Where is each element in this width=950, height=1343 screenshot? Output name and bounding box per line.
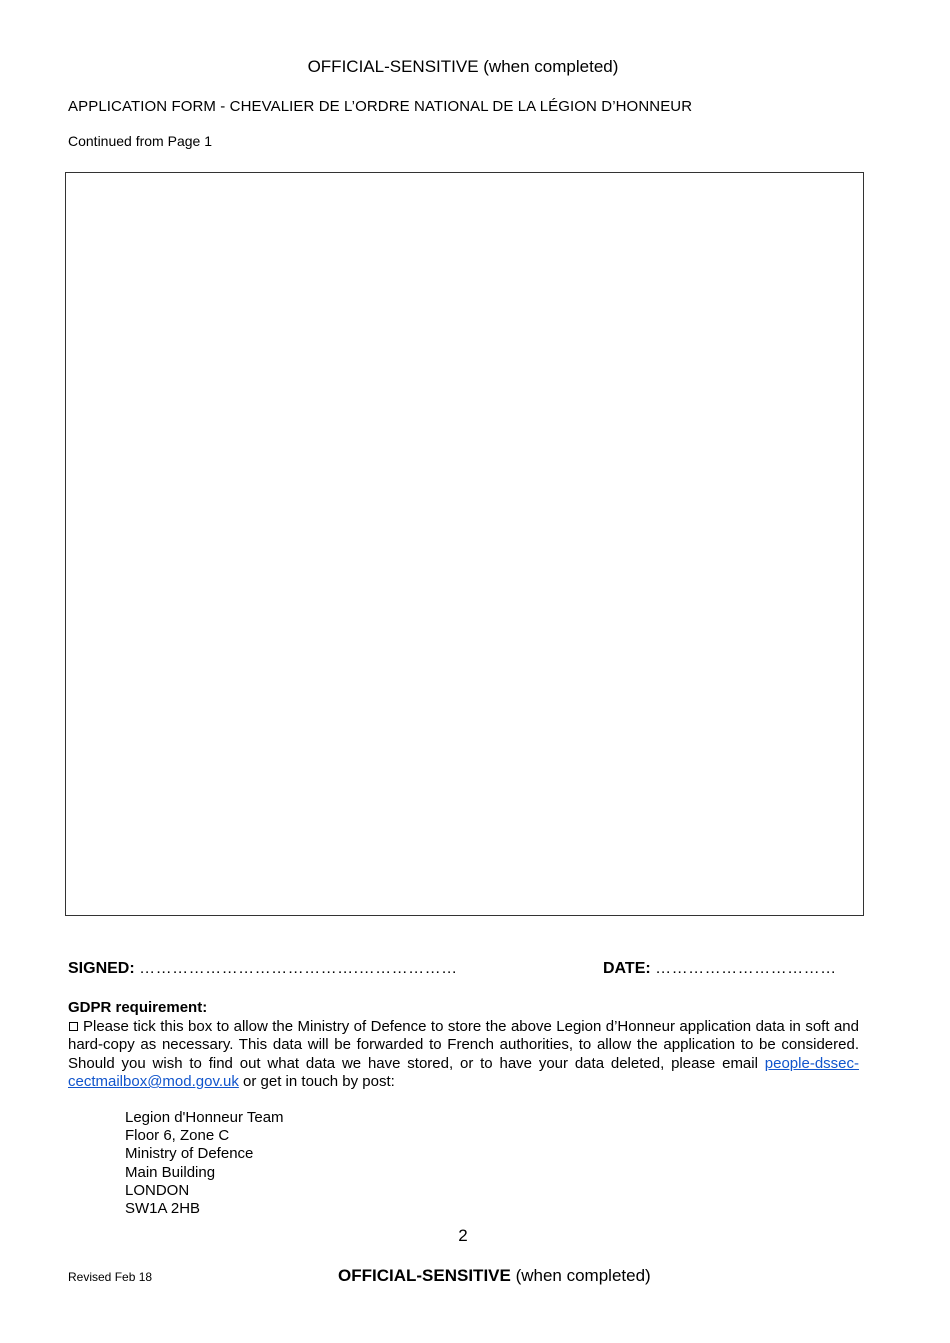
signed-line: ………………………………….……………… bbox=[139, 960, 458, 977]
signed-label: SIGNED: bbox=[68, 960, 135, 977]
postal-address bbox=[125, 1109, 284, 1218]
address-line: LONDON bbox=[125, 1181, 190, 1199]
classification-header: OFFICIAL-SENSITIVE (when completed) bbox=[307, 57, 619, 76]
gdpr-consent-text: Please tick this box to allow the Ministry of Defence to store the above Legion d’Honneur application data in soft and hard-copy as necessary. This data will be forwarded to French authorities, to allow the application to be considered. Should you wish to find out what data we have stored, or to have your data deleted, please email bbox=[68, 1017, 859, 1072]
classification-footer-bold: OFFICIAL-SENSITIVE bbox=[338, 1266, 511, 1285]
revision-note: Revised Feb 18 bbox=[68, 1270, 153, 1284]
classification-footer-rest: (when completed) bbox=[515, 1266, 651, 1285]
date-label: DATE: bbox=[603, 960, 651, 977]
date-line: …………………………… bbox=[655, 960, 837, 977]
address-line: Legion d'Honneur Team bbox=[125, 1109, 284, 1126]
form-title: APPLICATION FORM - CHEVALIER DE L’ORDRE NATIONAL DE LA LÉGION D’HONNEUR bbox=[68, 98, 693, 115]
continuation-text-box[interactable] bbox=[65, 172, 864, 916]
address-line: Floor 6, Zone C bbox=[125, 1127, 230, 1145]
classification-footer bbox=[338, 1266, 651, 1286]
address-line: SW1A 2HB bbox=[125, 1200, 201, 1218]
date-field[interactable] bbox=[603, 960, 837, 978]
continued-note: Continued from Page 1 bbox=[68, 133, 212, 149]
page-number: 2 bbox=[458, 1226, 468, 1245]
gdpr-after-email: or get in touch by post: bbox=[243, 1073, 395, 1090]
signed-field[interactable] bbox=[68, 960, 458, 978]
gdpr-consent-checkbox[interactable] bbox=[69, 1022, 78, 1031]
address-line: Ministry of Defence bbox=[125, 1145, 254, 1163]
address-line: Main Building bbox=[125, 1163, 216, 1181]
contact-email-link[interactable]: people-dssec-cectmailbox@mod.gov.uk bbox=[68, 1054, 859, 1090]
gdpr-section bbox=[68, 999, 859, 1092]
gdpr-heading: GDPR requirement: bbox=[68, 999, 208, 1016]
